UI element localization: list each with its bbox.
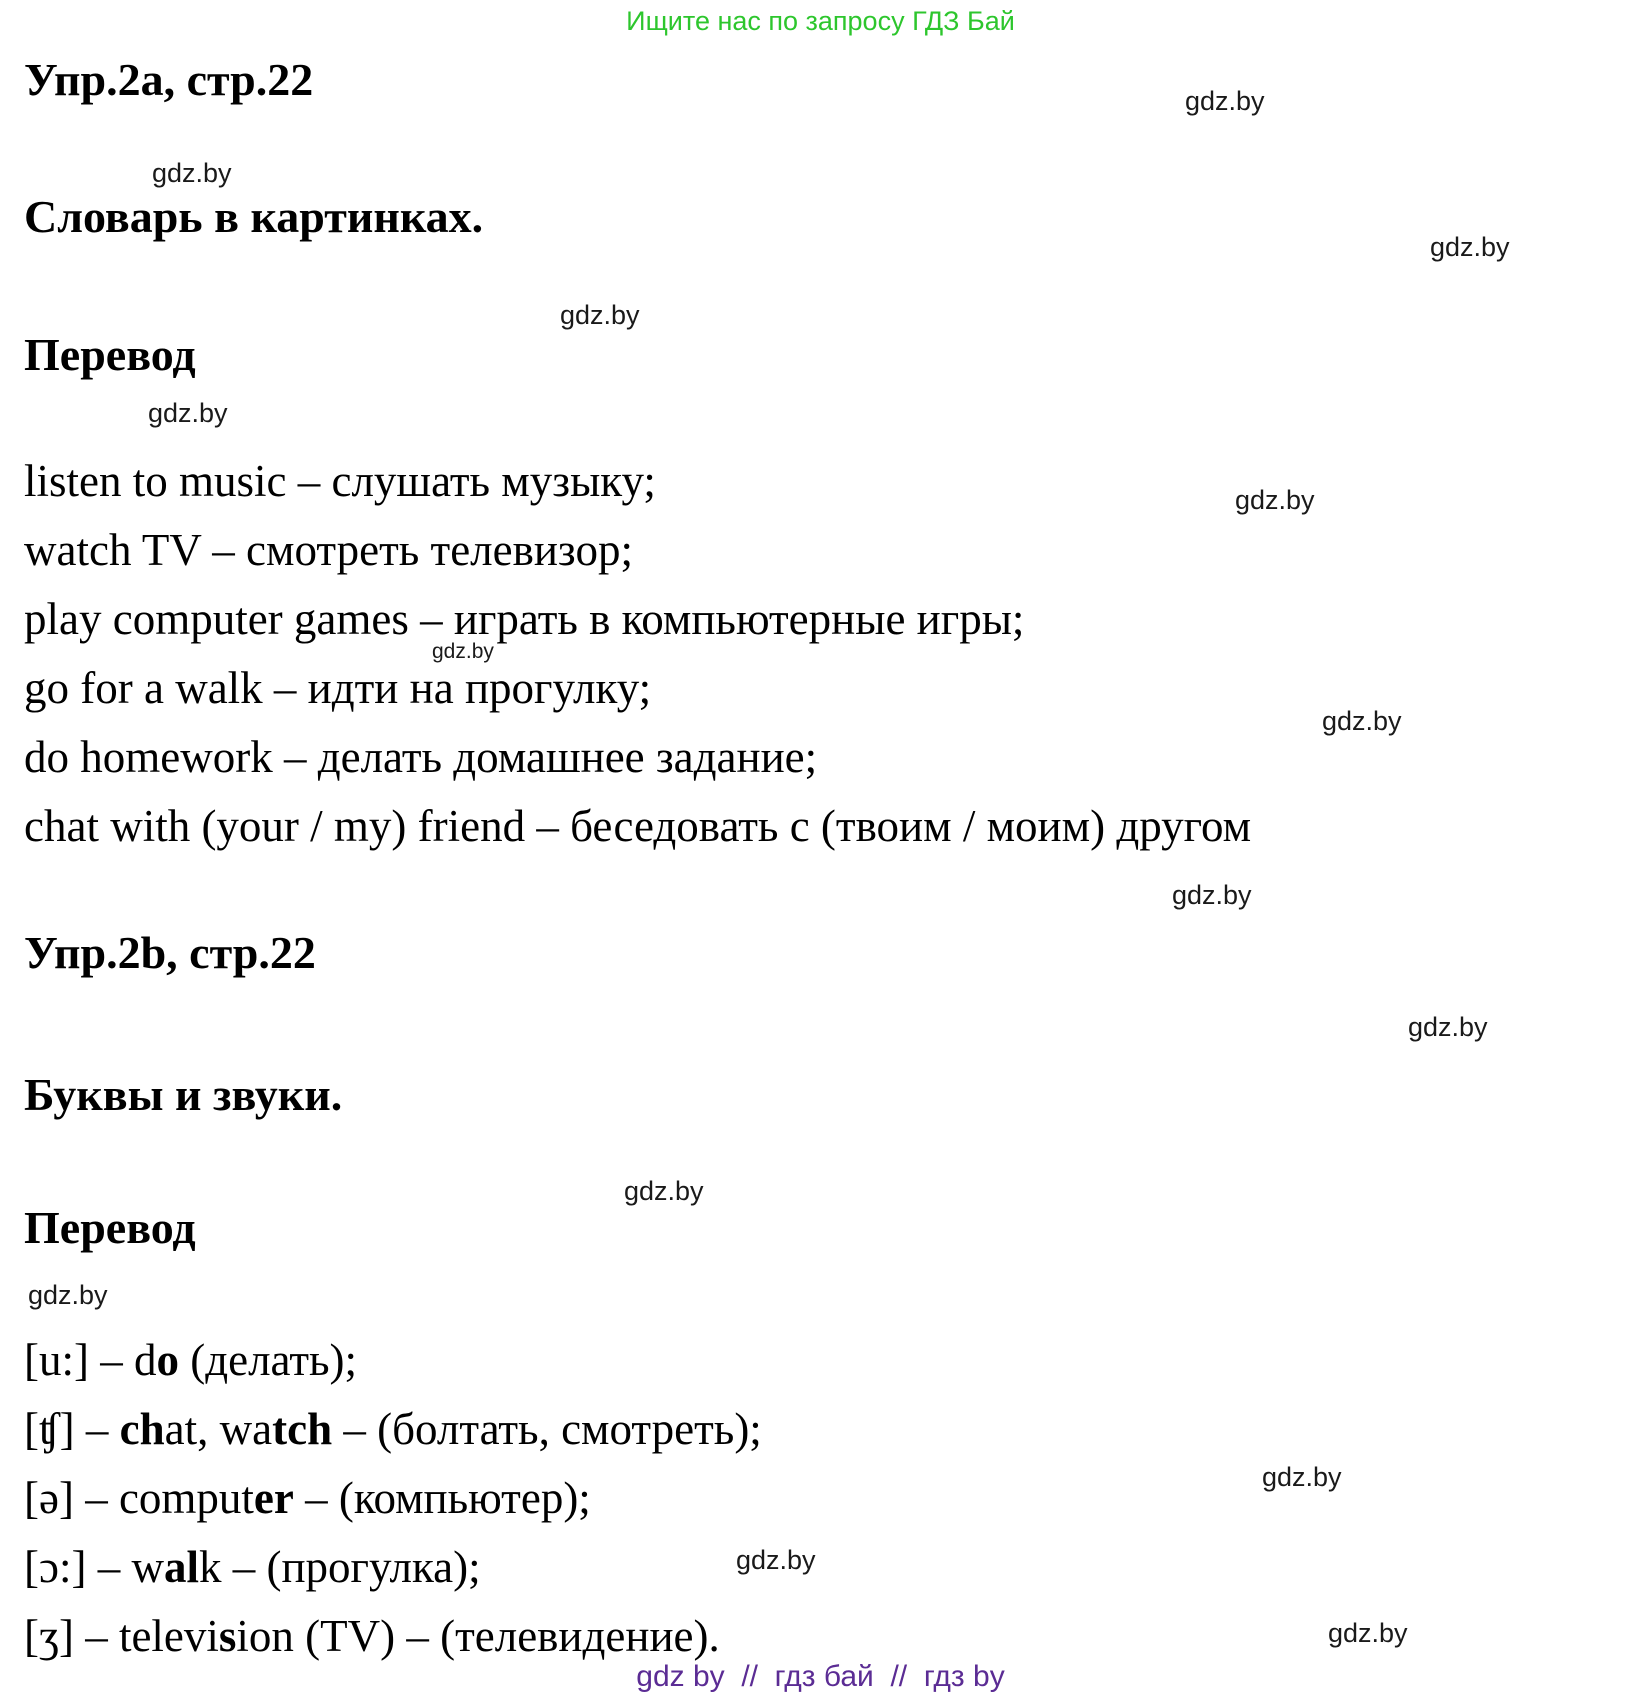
- gdz-watermark: gdz.by: [152, 158, 232, 188]
- text-line: listen to music – слушать музыку;: [24, 456, 656, 506]
- gdz-watermark: gdz.by: [28, 1280, 108, 1310]
- gdz-watermark: gdz.by: [1262, 1462, 1342, 1492]
- exercise-2b-subtitle: Буквы и звуки.: [24, 1069, 343, 1120]
- text-line: watch TV – смотреть телевизор;: [24, 525, 633, 575]
- gdz-watermark: gdz.by: [1235, 485, 1315, 515]
- text-line: [ɔ:] – walk – (прогулка);: [24, 1542, 481, 1592]
- gdz-watermark: gdz.by: [1172, 880, 1252, 910]
- translation-list-2a: [24, 447, 1251, 861]
- text-line: [ʧ] – chat, watch – (болтать, смотреть);: [24, 1404, 762, 1454]
- gdz-watermark: gdz.by: [624, 1176, 704, 1206]
- footer-text: gdz by // гдз бай // гдз by: [636, 1660, 1005, 1693]
- exercise-2a-title: Упр.2a, стр.22: [24, 54, 314, 105]
- gdz-watermark: gdz.by: [1322, 706, 1402, 736]
- exercise-2a-subtitle: Словарь в картинках.: [24, 191, 484, 242]
- exercise-2b-title: Упр.2b, стр.22: [24, 927, 316, 978]
- gdz-watermark: gdz.by: [148, 398, 228, 428]
- translation-label-2b: Перевод: [24, 1202, 196, 1253]
- gdz-watermark: gdz.by: [432, 640, 494, 663]
- gdz-watermark: gdz.by: [560, 300, 640, 330]
- text-line: [ə] – computer – (компьютер);: [24, 1473, 591, 1523]
- gdz-watermark: gdz.by: [1430, 232, 1510, 262]
- text-line: [u:] – do (делать);: [24, 1335, 358, 1385]
- phonetics-list-2b: [24, 1326, 762, 1671]
- gdz-watermark: gdz.by: [1328, 1618, 1408, 1648]
- gdz-watermark: gdz.by: [736, 1545, 816, 1575]
- gdz-watermark: gdz.by: [1408, 1012, 1488, 1042]
- text-line: go for a walk – идти на прогулку;: [24, 663, 652, 713]
- site-banner-text: Ищите нас по запросу ГДЗ Бай: [626, 6, 1015, 36]
- translation-label-2a: Перевод: [24, 329, 196, 380]
- text-line: do homework – делать домашнее задание;: [24, 732, 818, 782]
- text-line: chat with (your / my) friend – беседовать с (твоим / моим) другом: [24, 801, 1252, 851]
- gdz-watermark: gdz.by: [1185, 86, 1265, 116]
- text-line: [ʒ] – television (TV) – (телевидение).: [24, 1611, 720, 1661]
- text-line: play computer games – играть в компьютерные игры;: [24, 594, 1025, 644]
